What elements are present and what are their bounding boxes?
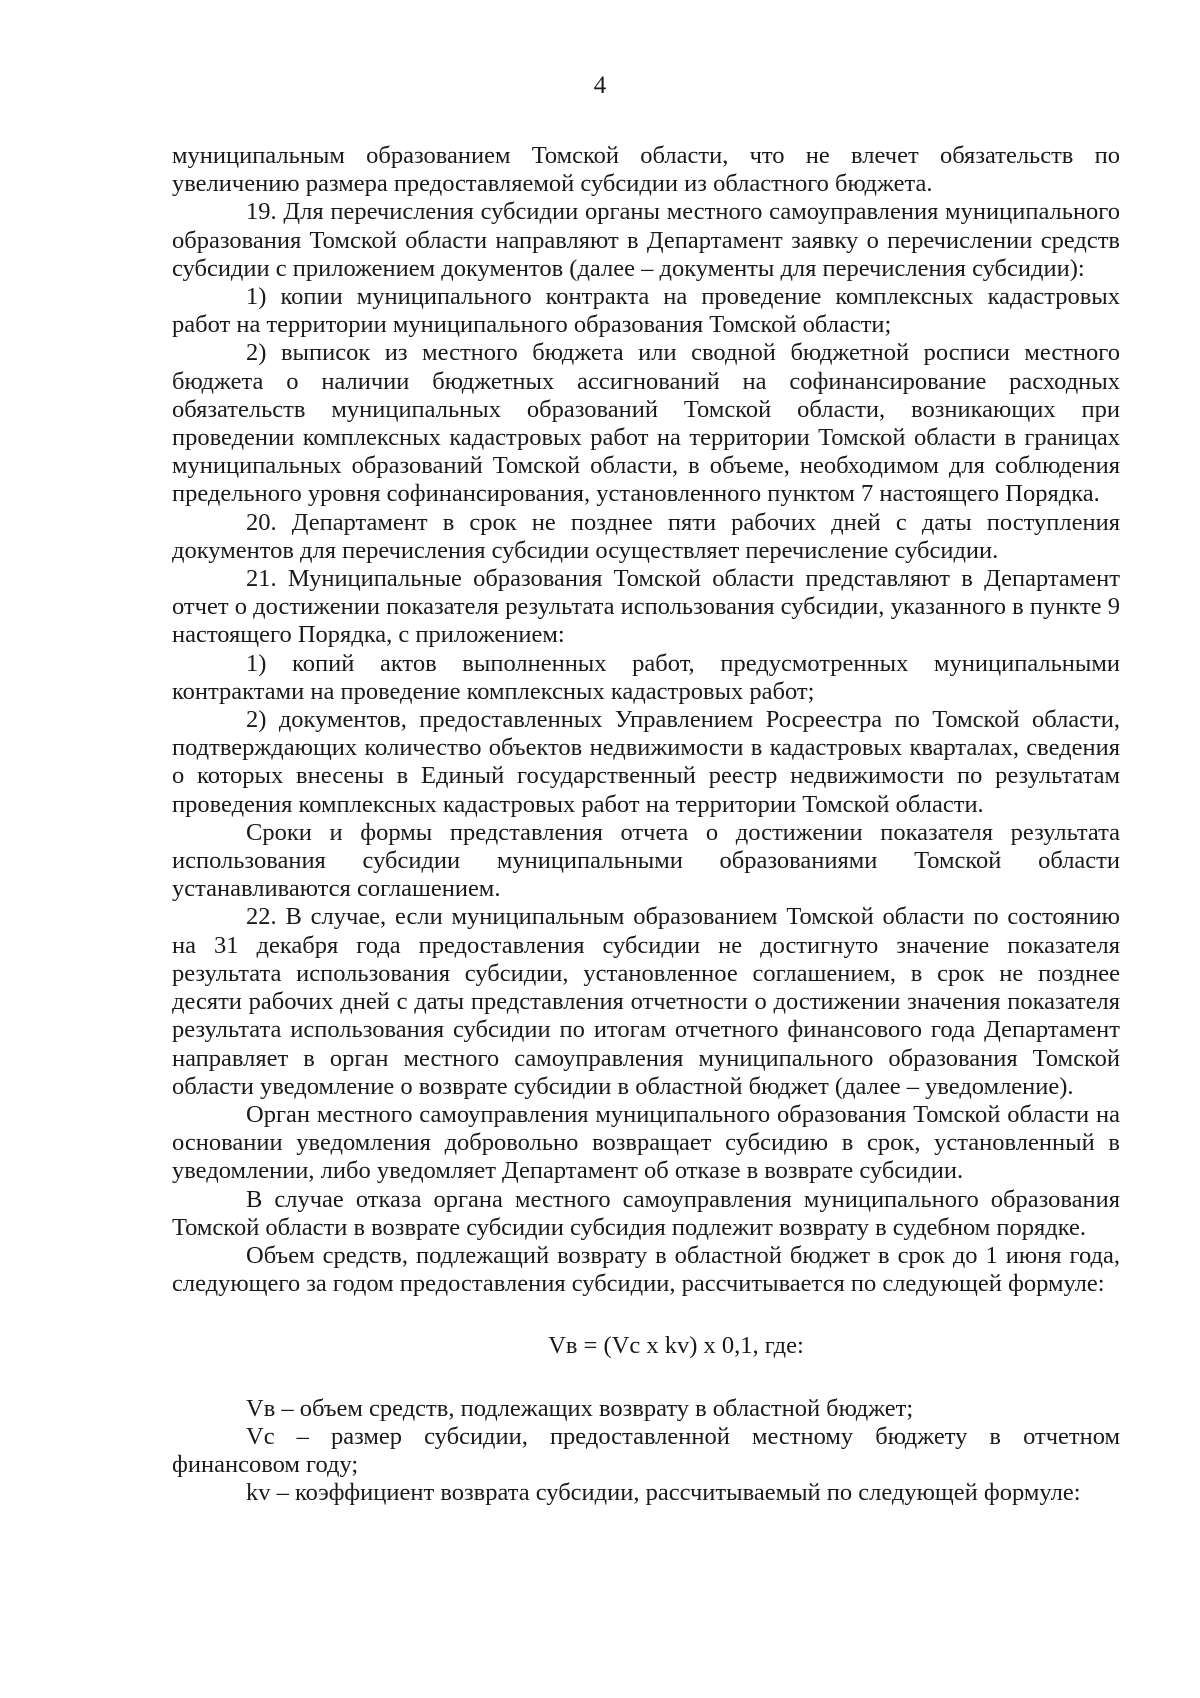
paragraph-continuation: муниципальным образованием Томской области, что не влечет обязательств по увеличению размера предоставляемой субсидии из областного бюджета. xyxy=(172,142,1120,198)
return-formula: Vв = (Vс x kv) x 0,1, где: xyxy=(548,1332,804,1360)
paragraph-clause-19-item-2: 2) выписок из местного бюджета или сводной бюджетной росписи местного бюджета о наличии бюджетных ассигнований на софинансирование расходных обязательств муниципальных образований Томской области, возникающих при проведении комплексных кадастровых работ на территории Томской области в границах муниципальных образований Томской области, в объеме, необходимом для соблюдения предельного уровня софинансирования, установленного пунктом 7 настоящего Порядка. xyxy=(172,339,1120,508)
definition-kv: kv – коэффициент возврата субсидии, рассчитываемый по следующей формуле: xyxy=(246,1479,1081,1507)
paragraph-clause-21-item-2: 2) документов, предоставленных Управлением Росреестра по Томской области, подтверждающих количество объектов недвижимости в кадастровых кварталах, сведения о которых внесены в Единый государственный реестр недвижимости по результатам проведения комплексных кадастровых работ на территории Томской области. xyxy=(172,706,1120,818)
paragraph-return-volume: Объем средств, подлежащий возврату в областной бюджет в срок до 1 июня года, следующего за годом предоставления субсидии, рассчитывается по следующей формуле: xyxy=(172,1241,1120,1298)
paragraph-clause-19: 19. Для перечисления субсидии органы местного самоуправления муниципального образования Томской области направляют в Департамент заявку о перечислении средств субсидии с приложением документов (далее – документы для перечисления субсидии): xyxy=(172,198,1120,282)
definition-vs: Vс – размер субсидии, предоставленной местному бюджету в отчетном финансовом году; xyxy=(172,1422,1120,1478)
definition-vv: Vв – объем средств, подлежащих возврату в областной бюджет; xyxy=(246,1394,914,1422)
paragraph-clause-22: 22. В случае, если муниципальным образованием Томской области по состоянию на 31 декабря года предоставления субсидии не достигнуто значение показателя результата использования субсидии, установленное соглашением, в срок не позднее десяти рабочих дней с даты представления отчетности о достижении значения показателя результата использования субсидии по итогам отчетного финансового года Департамент направляет в орган местного самоуправления муниципального образования Томской области уведомление о возврате субсидии в областной бюджет (далее – уведомление). xyxy=(172,903,1120,1100)
paragraph-clause-21-item-1: 1) копий актов выполненных работ, предусмотренных муниципальными контрактами на проведение комплексных кадастровых работ; xyxy=(172,649,1120,705)
paragraph-clause-21: 21. Муниципальные образования Томской области представляют в Департамент отчет о достижении показателя результата использования субсидии, указанного в пункте 9 настоящего Порядка, с приложением: xyxy=(172,565,1120,649)
paragraph-report-terms: Сроки и формы представления отчета о достижении показателя результата использования субсидии муниципальными образованиями Томской области устанавливаются соглашением. xyxy=(172,818,1120,903)
paragraph-voluntary-return: Орган местного самоуправления муниципального образования Томской области на основании уведомления добровольно возвращает субсидию в срок, установленный в уведомлении, либо уведомляет Департамент об отказе в возврате субсидии. xyxy=(172,1100,1120,1185)
document-body xyxy=(172,142,1120,1507)
paragraph-clause-20: 20. Департамент в срок не позднее пяти рабочих дней с даты поступления документов для перечисления субсидии осуществляет перечисление субсидии. xyxy=(172,508,1120,564)
paragraph-refusal: В случае отказа органа местного самоуправления муниципального образования Томской области в возврате субсидии субсидия подлежит возврату в судебном порядке. xyxy=(172,1185,1120,1241)
page-number: 4 xyxy=(593,72,607,99)
paragraph-clause-19-item-1: 1) копии муниципального контракта на проведение комплексных кадастровых работ на территории муниципального образования Томской области; xyxy=(172,283,1120,339)
